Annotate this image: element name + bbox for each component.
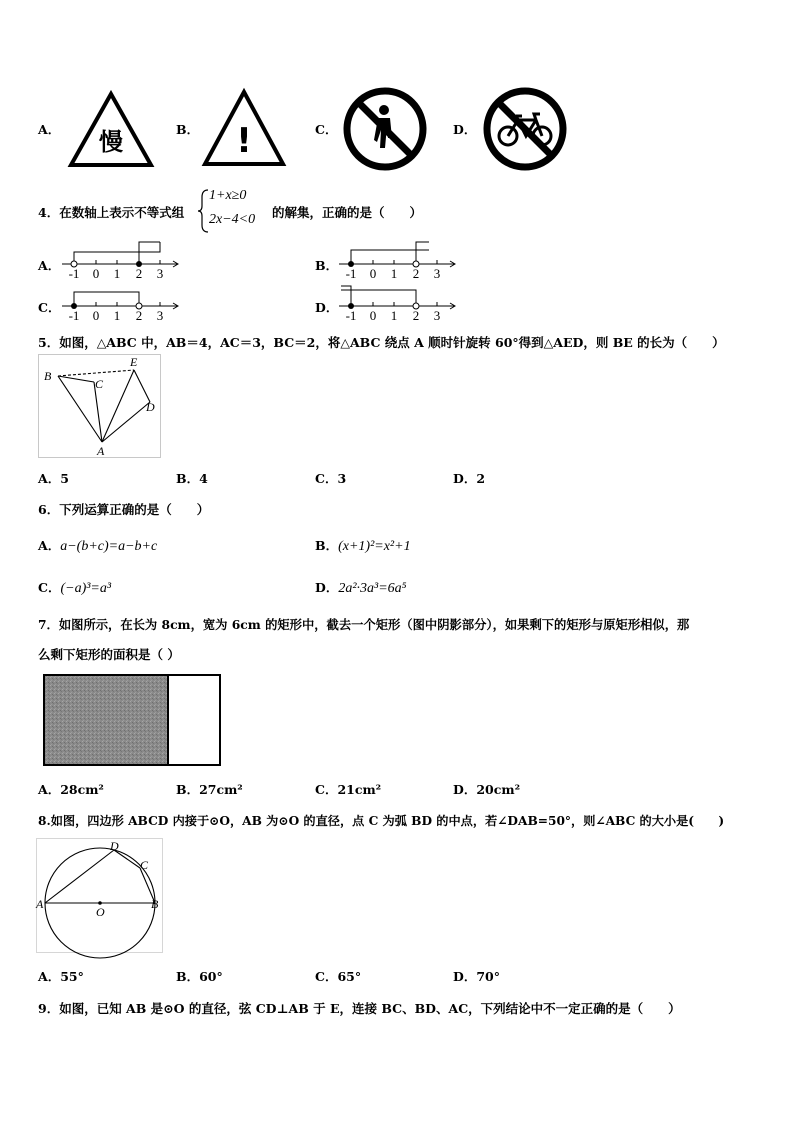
option-value: 21cm²: [337, 782, 382, 797]
point-label-b: B: [151, 897, 159, 911]
option-value: 4: [199, 471, 208, 486]
number-line-d: [337, 282, 459, 322]
point-label-a: A: [97, 444, 105, 458]
point-label-a: A: [36, 897, 44, 911]
q4-inequality-1: 1+x≥0: [209, 188, 247, 203]
option-label: D．: [453, 471, 477, 486]
q4-option-b-label: B．: [315, 258, 339, 273]
tick-label: -1: [345, 266, 357, 281]
point-label-d: D: [146, 400, 155, 414]
number-line-a: [60, 240, 182, 280]
point-label-c: C: [140, 858, 149, 872]
q4-text-before: 4．在数轴上表示不等式组: [38, 205, 185, 220]
sign-exclamation-text: !: [236, 121, 252, 161]
q6-option-c: [38, 578, 111, 597]
remaining-rectangle: [168, 675, 220, 765]
q8-option-a: [38, 967, 84, 985]
tick-label: 0: [369, 266, 377, 281]
q7-text-line1: 7．如图所示，在长为 8cm，宽为 6cm 的矩形中，截去一个矩形（图中阴影部分），如果剩下的矩形与原矩形相似，那: [38, 617, 690, 632]
point-label-o: O: [96, 905, 105, 919]
option-expression: (x+1)²=x²+1: [338, 539, 411, 554]
no-pedestrian-sign: [340, 86, 430, 172]
q8-option-d: [453, 967, 500, 985]
tick-label: -1: [68, 266, 80, 281]
q8-text: 8.如图，四边形 ABCD 内接于⊙O，AB 为⊙O 的直径，点 C 为弧 BD 的中点，若∠DAB=50°，则∠ABC 的大小是( ): [38, 814, 725, 828]
number-line-b: [337, 240, 459, 280]
option-label: D．: [315, 580, 339, 595]
q5-option-b: [176, 469, 208, 487]
option-label: B．: [315, 538, 339, 553]
q5-option-a: [38, 469, 69, 487]
tick-label: -1: [68, 308, 80, 323]
option-label: A．: [38, 538, 61, 553]
tick-label: 1: [390, 308, 398, 323]
q5-text: 5．如图，△ABC 中，AB＝4，AC＝3，BC＝2，将△ABC 绕点 A 顺时针旋转 60°得到△AED，则 BE 的长为（ ）: [38, 335, 725, 350]
q5-option-c: [315, 469, 346, 487]
q6-option-d: [315, 578, 407, 597]
option-label: C．: [315, 969, 338, 984]
tick-label: 0: [92, 308, 100, 323]
option-label: B．: [176, 969, 200, 984]
option-value: 2: [476, 471, 486, 486]
q3-option-b-label: B．: [176, 122, 200, 137]
q3-option-a-label: A．: [38, 122, 61, 137]
tick-label: 2: [412, 308, 420, 323]
q7-option-c: [315, 780, 381, 798]
q3-option-c-label: C．: [315, 122, 338, 137]
q7-text-line2: 么剩下矩形的面积是（ ）: [38, 647, 180, 662]
option-label: D．: [453, 969, 477, 984]
tick-label: 0: [92, 266, 100, 281]
q8-option-b: [176, 967, 223, 985]
sign-slow-text: 慢: [99, 128, 123, 156]
option-value: 5: [60, 471, 69, 486]
no-bicycle-sign: [480, 86, 570, 172]
tick-label: 1: [113, 266, 121, 281]
option-value: 28cm²: [60, 782, 104, 797]
pedestrian-head-icon: [379, 105, 389, 115]
number-line-c: [60, 282, 182, 322]
option-label: B．: [176, 782, 200, 797]
tick-label: -1: [345, 308, 357, 323]
q4-option-c-label: C．: [38, 300, 61, 315]
option-value: 20cm²: [476, 782, 521, 797]
tick-label: 1: [113, 308, 121, 323]
q7-option-a: [38, 780, 104, 798]
q6-text: 6．下列运算正确的是（ ）: [38, 502, 210, 517]
q4-text-after: 的解集，正确的是（ ）: [272, 205, 423, 220]
tick-label: 0: [369, 308, 377, 323]
option-label: C．: [315, 782, 338, 797]
option-value: 3: [337, 471, 347, 486]
slow-triangle-sign: [68, 90, 154, 168]
q7-rectangle-figure: [42, 673, 228, 767]
q4-inequality-2: 2x−4<0: [209, 212, 256, 227]
shaded-rectangle: [44, 675, 168, 765]
tick-label: 3: [156, 308, 164, 323]
q6-option-b: [315, 536, 411, 555]
option-value: 27cm²: [199, 782, 243, 797]
point-label-c: C: [95, 377, 104, 391]
option-expression: 2a²·3a³=6a⁵: [338, 581, 407, 596]
q8-circle-figure: [36, 838, 164, 954]
tick-label: 1: [390, 266, 398, 281]
point-label-b: B: [44, 369, 52, 383]
option-expression: (−a)³=a³: [60, 581, 112, 596]
option-value: 55°: [60, 969, 84, 984]
q7-option-d: [453, 780, 520, 798]
option-label: A．: [38, 969, 61, 984]
option-label: C．: [315, 471, 338, 486]
q5-option-d: [453, 469, 485, 487]
tick-label: 2: [135, 266, 143, 281]
tick-label: 3: [433, 308, 441, 323]
q7-option-b: [176, 780, 243, 798]
q5-rotation-figure: [38, 354, 162, 458]
tick-label: 3: [433, 266, 441, 281]
q6-option-a: [38, 536, 157, 555]
option-value: 65°: [337, 969, 362, 984]
point-label-e: E: [130, 355, 138, 369]
option-label: A．: [38, 471, 61, 486]
exclamation-triangle-sign: [202, 88, 286, 168]
point-label-d: D: [110, 839, 119, 853]
option-label: C．: [38, 580, 61, 595]
q4-option-a-label: A．: [38, 258, 61, 273]
option-value: 70°: [476, 969, 500, 984]
tick-label: 2: [412, 266, 420, 281]
tick-label: 3: [156, 266, 164, 281]
q4-option-d-label: D．: [315, 300, 339, 315]
option-label: A．: [38, 782, 61, 797]
option-label: D．: [453, 782, 477, 797]
option-value: 60°: [199, 969, 223, 984]
option-expression: a−(b+c)=a−b+c: [60, 539, 158, 554]
q9-text: 9．如图，已知 AB 是⊙O 的直径，弦 CD⊥AB 于 E，连接 BC、BD、AC，下列结论中不一定正确的是（ ）: [38, 1001, 681, 1016]
q8-option-c: [315, 967, 361, 985]
option-label: B．: [176, 471, 200, 486]
q3-option-d-label: D．: [453, 122, 477, 137]
tick-label: 2: [135, 308, 143, 323]
